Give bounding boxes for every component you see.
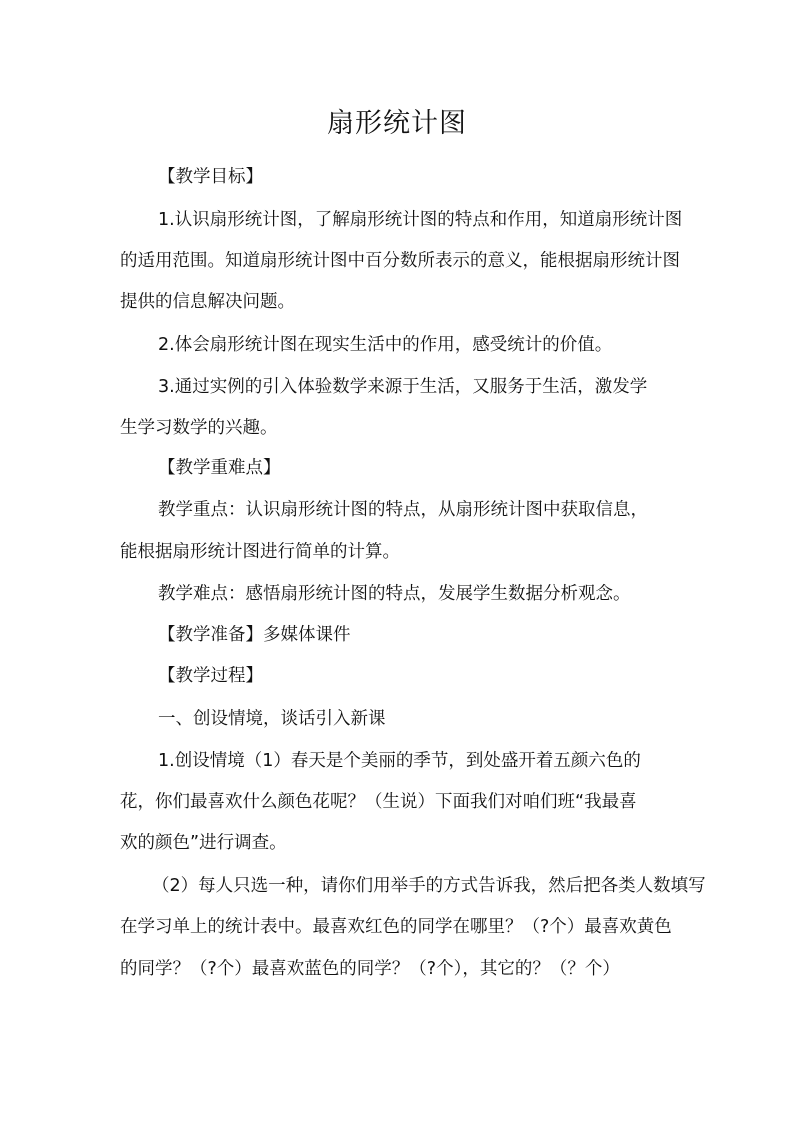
paragraph-line: 花，你们最喜欢什么颜色花呢？（生说）下面我们对咱们班“我最喜 xyxy=(120,792,637,812)
paragraph-line: 2.体会扇形统计图在现实生活中的作用，感受统计的价值。 xyxy=(158,335,613,355)
section-heading-process: 【教学过程】 xyxy=(158,666,263,686)
paragraph-line: 提供的信息解决问题。 xyxy=(120,292,295,312)
paragraph-line: 3.通过实例的引入体验数学来源于生活，又服务于生活，激发学 xyxy=(158,377,648,397)
paragraph-line: 能根据扇形统计图进行简单的计算。 xyxy=(120,542,400,562)
section-heading-key-points: 【教学重难点】 xyxy=(158,458,281,478)
section-heading-objectives: 【教学目标】 xyxy=(158,167,263,187)
paragraph-line: 在学习单上的统计表中。最喜欢红色的同学在哪里？（?个）最喜欢黄色 xyxy=(120,917,672,937)
paragraph-line: 教学重点：认识扇形统计图的特点，从扇形统计图中获取信息， xyxy=(158,500,648,520)
paragraph-line: 教学难点：感悟扇形统计图的特点，发展学生数据分析观念。 xyxy=(158,584,631,604)
paragraph-line: 生学习数学的兴趣。 xyxy=(120,418,278,438)
section-heading-preparation: 【教学准备】多媒体课件 xyxy=(158,625,351,645)
paragraph-line: 1.认识扇形统计图，了解扇形统计图的特点和作用，知道扇形统计图 xyxy=(158,210,683,230)
paragraph-line: （2）每人只选一种，请你们用举手的方式告诉我，然后把各类人数填写 xyxy=(152,876,706,896)
document-title: 扇形统计图 xyxy=(327,108,467,139)
paragraph-line: 的同学？（?个）最喜欢蓝色的同学？（?个），其它的？（？个） xyxy=(120,959,620,979)
paragraph-line: 欢的颜色”进行调查。 xyxy=(120,833,287,853)
paragraph-line: 1.创设情境（1）春天是个美丽的季节，到处盛开着五颜六色的 xyxy=(158,751,641,771)
subsection-heading: 一、创设情境，谈话引入新课 xyxy=(158,709,386,729)
paragraph-line: 的适用范围。知道扇形统计图中百分数所表示的意义，能根据扇形统计图 xyxy=(120,251,680,271)
